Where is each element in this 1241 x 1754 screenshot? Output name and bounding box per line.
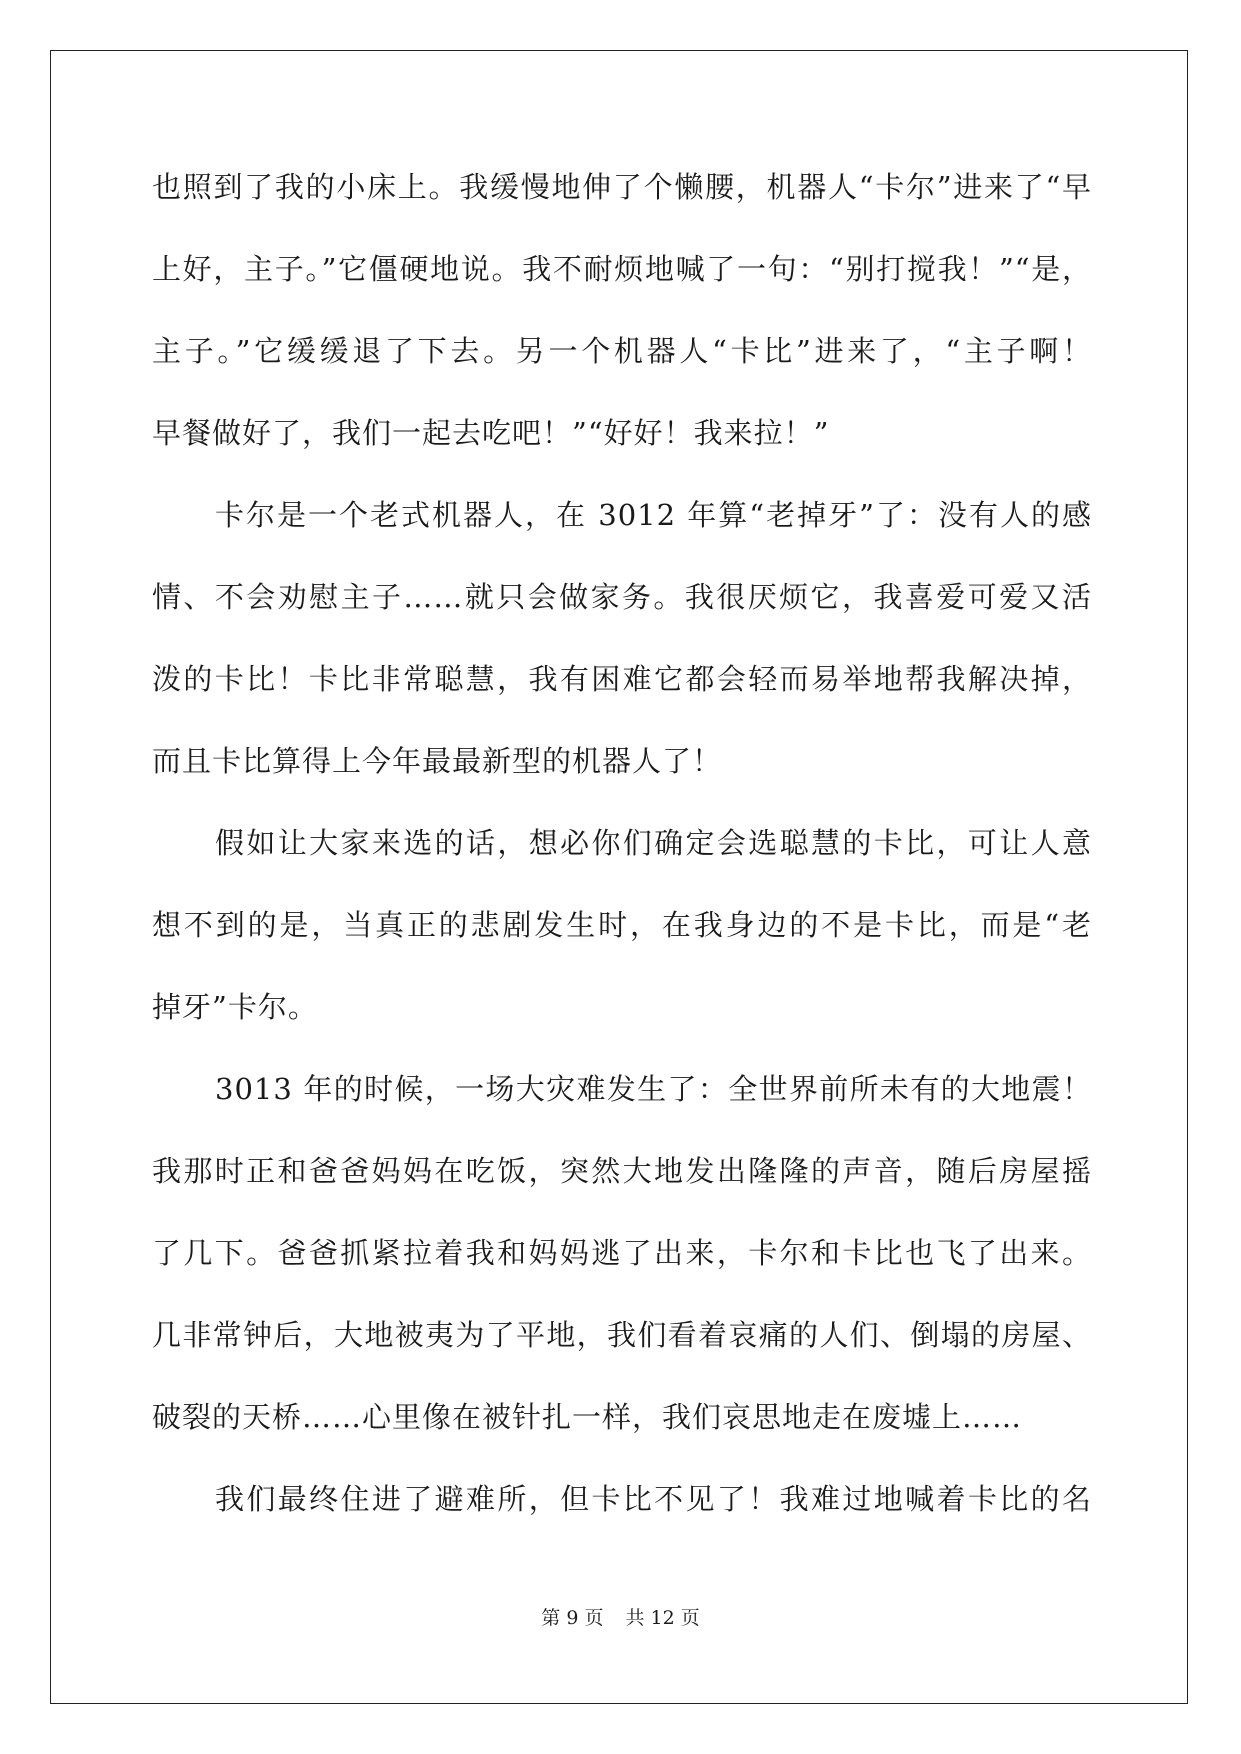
- text-line: 情、不会劝慰主子……就只会做家务。我很厌烦它，我喜爱可爱又活: [152, 580, 1092, 614]
- text-line: 主子。”它缓缓退了下去。另一个机器人“卡比”进来了，“主子啊！: [152, 334, 1092, 368]
- text-line: 而且卡比算得上今年最最新型的机器人了！: [152, 744, 723, 778]
- text-line: 几非常钟后，大地被夷为了平地，我们看着哀痛的人们、倒塌的房屋、: [152, 1318, 1092, 1352]
- text-line: 想不到的是，当真正的悲剧发生时，在我身边的不是卡比，而是“老: [152, 908, 1092, 942]
- paragraph-first-line: 卡尔是一个老式机器人，在 3012 年算“老掉牙”了：没有人的感: [215, 498, 1092, 532]
- text-line: 了几下。爸爸抓紧拉着我和妈妈逃了出来，卡尔和卡比也飞了出来。: [152, 1236, 1092, 1270]
- text-line: 泼的卡比！卡比非常聪慧，我有困难它都会轻而易举地帮我解决掉，: [152, 662, 1092, 696]
- text-line: 我那时正和爸爸妈妈在吃饭，突然大地发出隆隆的声音，随后房屋摇: [152, 1154, 1092, 1188]
- text-line: 破裂的天桥……心里像在被针扎一样，我们哀思地走在废墟上……: [152, 1400, 1023, 1434]
- text-line: 早餐做好了，我们一起去吃吧！”“好好！我来拉！”: [152, 416, 830, 450]
- paragraph-first-line: 我们最终住进了避难所，但卡比不见了！我难过地喊着卡比的名: [215, 1482, 1092, 1516]
- paragraph-first-line: 假如让大家来选的话，想必你们确定会选聪慧的卡比，可让人意: [215, 826, 1092, 860]
- text-line: 也照到了我的小床上。我缓慢地伸了个懒腰，机器人“卡尔”进来了“早: [152, 170, 1092, 204]
- page-number: 第 9 页: [541, 1607, 604, 1629]
- paragraph-first-line: 3013 年的时候，一场大灾难发生了：全世界前所未有的大地震！: [215, 1072, 1092, 1106]
- page-total: 共 12 页: [625, 1607, 700, 1629]
- document-body: [152, 162, 1092, 1556]
- text-line: 掉牙”卡尔。: [152, 990, 318, 1024]
- page-footer: [0, 1605, 1241, 1631]
- text-line: 上好，主子。”它僵硬地说。我不耐烦地喊了一句：“别打搅我！”“是，: [152, 252, 1092, 286]
